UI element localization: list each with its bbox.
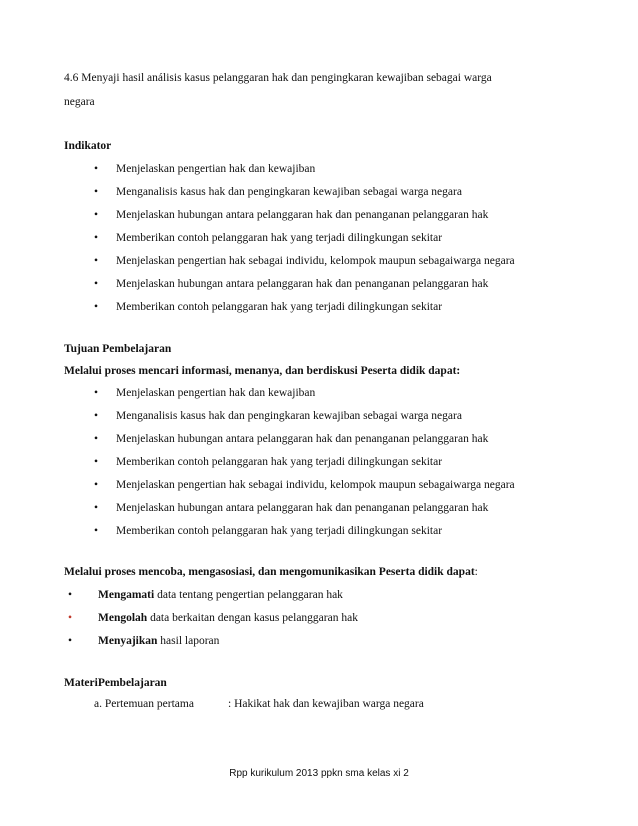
page-footer: Rpp kurikulum 2013 ppkn sma kelas xi 2 xyxy=(229,768,409,779)
materi-item-value: : Hakikat hak dan kewajiban warga negara xyxy=(228,698,424,710)
materi-item-label: a. Pertemuan pertama xyxy=(94,698,194,710)
mencoba-subtitle: Melalui proses mencoba, mengasosiasi, dan mengomunikasikan Peserta didik dapat: xyxy=(64,566,478,578)
bullet-icon: • xyxy=(94,186,99,198)
bullet-icon: • xyxy=(94,209,99,221)
bullet-icon: • xyxy=(94,502,99,514)
bullet-icon: • xyxy=(94,163,99,175)
tujuan-subtitle: Melalui proses mencari informasi, menanya, dan berdiskusi Peserta didik dapat: xyxy=(64,365,461,377)
bullet-icon: • xyxy=(68,612,73,624)
bullet-icon: • xyxy=(94,456,99,468)
bullet-icon: • xyxy=(94,433,99,445)
bullet-icon: • xyxy=(94,387,99,399)
bullet-icon: • xyxy=(94,278,99,290)
heading-line-2: negara xyxy=(64,96,95,108)
bullet-icon: • xyxy=(94,232,99,244)
tujuan-title: Tujuan Pembelajaran xyxy=(64,343,172,355)
bullet-icon: • xyxy=(68,635,73,647)
bullet-icon: • xyxy=(94,255,99,267)
bullet-icon: • xyxy=(68,589,73,601)
bullet-icon: • xyxy=(94,301,99,313)
heading-line-1: 4.6 Menyaji hasil análisis kasus pelanggaran hak dan pengingkaran kewajiban sebagai warga xyxy=(64,72,492,84)
indikator-title: Indikator xyxy=(64,140,112,152)
document-page: 4.6 Menyaji hasil análisis kasus pelanggaran hak dan pengingkaran kewajiban sebagai warga negara Indikator • Menjelaskan pengertian hak dan kewajiban • Menganalisis kasus hak dan pengingkaran kewajiban sebagai warga negara • Menjelaskan hubungan antara pelanggaran hak dan penanganan pelanggaran hak • Memberikan contoh pelanggaran hak yang terjadi dilingkungan sekitar • Menjelaskan pengertian hak sebagai individu, kelompok maupun sebagaiwarga negara • Menjelaskan hubungan antara pelanggaran hak dan penanganan pelanggaran hak • Memberikan contoh pelanggaran hak yang terjadi dilingkungan sekitar Tujuan Pembelajaran Melalui proses mencari informasi, menanya, dan berdiskusi Peserta didik dapat: • Menjelaskan pengertian hak dan kewajiban • Menganalisis kasus hak dan pengingkaran kewajiban sebagai warga negara • Menjelaskan hubungan antara pelanggaran hak dan penanganan pelanggaran hak • Memberikan contoh pelanggaran hak yang terjadi dilingkungan sekitar • Menjelaskan pengertian hak sebagai individu, kelompok maupun sebagaiwarga negara • Menjelaskan hubungan antara pelanggaran hak dan penanganan pelanggaran hak • Memberikan contoh pelanggaran hak yang terjadi dilingkungan sekitar Melalui proses mencoba, mengasosiasi, dan mengomunikasikan Peserta didik dapat: • Mengamati data tentang pengertian pelanggaran hak • Mengolah data berkaitan dengan kasus pelanggaran hak • Menyajikan hasil laporan MateriPembelajaran a. Pertemuan pertama : Hakikat hak dan kewajiban warga negara Rpp kurikulum 2013 ppkn sma kelas xi 2 xyxy=(0,0,638,826)
materi-title: MateriPembelajaran xyxy=(64,677,167,689)
bullet-icon: • xyxy=(94,479,99,491)
bullet-icon: • xyxy=(94,410,99,422)
bullet-icon: • xyxy=(94,525,99,537)
